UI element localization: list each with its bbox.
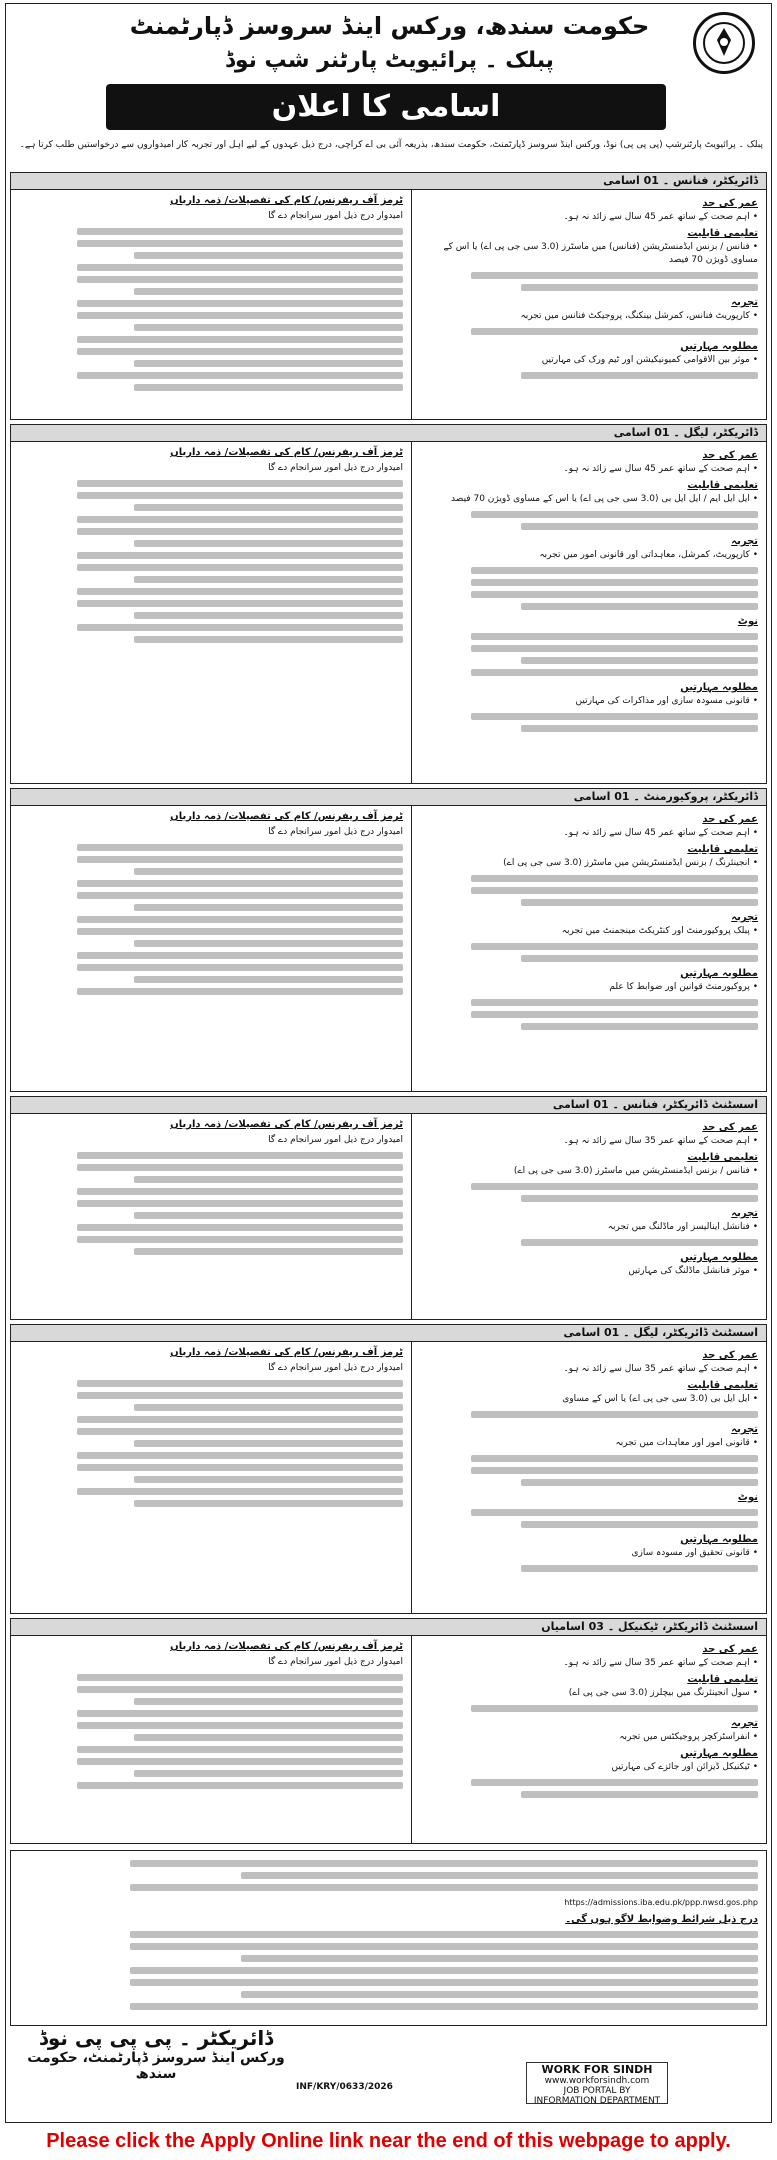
age-label: عمر کی حد — [702, 450, 758, 461]
skills-label: مطلوبہ مہارتیں — [680, 1252, 758, 1263]
requirements-column — [411, 1114, 766, 1319]
note-label: نوٹ — [737, 1492, 758, 1503]
apply-online-notice: Please click the Apply Online link near the end of this webpage to apply. — [46, 2130, 731, 2152]
tor-column — [11, 442, 411, 783]
signature-block — [16, 2026, 296, 2082]
tor-column — [11, 806, 411, 1091]
requirements-column — [411, 1342, 766, 1613]
requirements-column — [411, 190, 766, 419]
education-text: • فنانس / بزنس ایڈمنسٹریشن (فنانس) میں ماسٹرز (3.0 سی جی پی اے) یا اس کے مساوی ڈویژن 70 فیصد — [420, 241, 758, 267]
tor-text: امیدوار درج ذیل امور سرانجام دے گا — [268, 1363, 403, 1373]
wfs-title: WORK FOR SINDH — [541, 2063, 653, 2076]
section-director-procurement — [10, 788, 767, 1092]
education-label: تعلیمی قابلیت — [687, 1674, 758, 1685]
header — [6, 4, 773, 169]
experience-text: • قانونی امور اور معاہدات میں تجربہ — [420, 1437, 758, 1450]
section-title: ڈائریکٹر، پروکیورمنٹ ۔ 01 اسامی — [11, 789, 766, 806]
tor-label: ٹرمز آف ریفرنس/ کام کی تفصیلات/ ذمہ داریاں — [170, 195, 403, 206]
terms-and-conditions — [10, 1850, 767, 2026]
section-title: اسسٹنٹ ڈائریکٹر، ٹیکنیکل ۔ 03 اسامیاں — [11, 1619, 766, 1636]
experience-text: • فنانشل اینالیسز اور ماڈلنگ میں تجربہ — [420, 1221, 758, 1234]
work-for-sindh-logo — [526, 2062, 668, 2104]
skills-text: • ٹیکنیکل ڈیزائن اور جائزے کی مہارتیں — [420, 1761, 758, 1774]
wfs-line2: JOB PORTAL BY — [563, 2086, 631, 2096]
skills-text: • موثر فنانشل ماڈلنگ کی مہارتیں — [420, 1265, 758, 1278]
experience-label: تجربہ — [731, 297, 758, 308]
tor-text: امیدوار درج ذیل امور سرانجام دے گا — [268, 463, 403, 473]
wfs-line3: INFORMATION DEPARTMENT — [533, 2096, 661, 2106]
age-label: عمر کی حد — [702, 1350, 758, 1361]
experience-text: • کارپوریٹ، کمرشل، معاہداتی اور قانونی امور میں تجربہ — [420, 549, 758, 562]
education-label: تعلیمی قابلیت — [687, 480, 758, 491]
tor-label: ٹرمز آف ریفرنس/ کام کی تفصیلات/ ذمہ داریاں — [170, 811, 403, 822]
age-text: • اہم صحت کے ساتھ عمر 45 سال سے زائد نہ ہو۔ — [420, 211, 758, 224]
section-assistant-director-legal — [10, 1324, 767, 1614]
reference-number: INF/KRY/0633/2026 — [296, 2082, 393, 2092]
skills-text: • پروکیورمنٹ قوانین اور ضوابط کا علم — [420, 981, 758, 994]
education-label: تعلیمی قابلیت — [687, 844, 758, 855]
requirements-column — [411, 806, 766, 1091]
education-text: • ایل ایل بی (3.0 سی جی پی اے) یا اس کے مساوی — [420, 1393, 758, 1406]
intro-text: پبلک ۔ پرائیویٹ پارٹنرشپ (پی پی پی) نوڈ، ورکس اینڈ سروسز ڈپارٹمنٹ، حکومت سندھ، بذریعہ آئی بی اے کراچی، درج ذیل عہدوں کے لیے اہل اور تجربہ کار امیدواروں سے درخواستیں طلب کرتا ہے۔ — [19, 140, 763, 150]
skills-label: مطلوبہ مہارتیں — [680, 682, 758, 693]
skills-label: مطلوبہ مہارتیں — [680, 341, 758, 352]
skills-label: مطلوبہ مہارتیں — [680, 968, 758, 979]
experience-text: • انفراسٹرکچر پروجیکٹس میں تجربہ — [420, 1731, 758, 1744]
tor-column — [11, 1342, 411, 1613]
section-assistant-director-finance — [10, 1096, 767, 1320]
tor-text: امیدوار درج ذیل امور سرانجام دے گا — [268, 211, 403, 221]
apply-url[interactable]: https://admissions.iba.edu.pk/ppp.nwsd.gos.php — [564, 1898, 758, 1907]
tor-text: امیدوار درج ذیل امور سرانجام دے گا — [268, 1135, 403, 1145]
header-node: پبلک ۔ پرائیویٹ پارٹنر شپ نوڈ — [225, 48, 554, 73]
tor-column — [11, 1114, 411, 1319]
age-text: • اہم صحت کے ساتھ عمر 45 سال سے زائد نہ ہو۔ — [420, 463, 758, 476]
section-assistant-director-technical — [10, 1618, 767, 1844]
experience-label: تجربہ — [731, 1424, 758, 1435]
section-director-finance — [10, 172, 767, 420]
experience-label: تجربہ — [731, 1208, 758, 1219]
experience-text: • پبلک پروکیورمنٹ اور کنٹریکٹ مینجمنٹ میں تجربہ — [420, 925, 758, 938]
education-text: • انجینئرنگ / بزنس ایڈمنسٹریشن میں ماسٹرز (3.0 سی جی پی اے) — [420, 857, 758, 870]
wfs-url: www.workforsindh.com — [544, 2076, 650, 2086]
section-director-legal — [10, 424, 767, 784]
tor-column — [11, 190, 411, 419]
section-title: ڈائریکٹر، فنانس ۔ 01 اسامی — [11, 173, 766, 190]
age-label: عمر کی حد — [702, 1122, 758, 1133]
requirements-column — [411, 442, 766, 783]
header-banner: اسامی کا اعلان — [106, 84, 666, 130]
section-title: اسسٹنٹ ڈائریکٹر، فنانس ۔ 01 اسامی — [11, 1097, 766, 1114]
education-label: تعلیمی قابلیت — [687, 1152, 758, 1163]
education-label: تعلیمی قابلیت — [687, 1380, 758, 1391]
skills-text: • قانونی تحقیق اور مسودہ سازی — [420, 1547, 758, 1560]
age-text: • اہم صحت کے ساتھ عمر 35 سال سے زائد نہ ہو۔ — [420, 1135, 758, 1148]
age-text: • اہم صحت کے ساتھ عمر 35 سال سے زائد نہ ہو۔ — [420, 1363, 758, 1376]
skills-label: مطلوبہ مہارتیں — [680, 1534, 758, 1545]
tor-text: امیدوار درج ذیل امور سرانجام دے گا — [268, 827, 403, 837]
education-text: • ایل ایل ایم / ایل ایل بی (3.0 سی جی پی اے) یا اس کے مساوی ڈویژن 70 فیصد — [420, 493, 758, 506]
age-text: • اہم صحت کے ساتھ عمر 35 سال سے زائد نہ ہو۔ — [420, 1657, 758, 1670]
section-title: اسسٹنٹ ڈائریکٹر، لیگل ۔ 01 اسامی — [11, 1325, 766, 1342]
education-text: • سول انجینئرنگ میں بیچلرز (3.0 سی جی پی اے) — [420, 1687, 758, 1700]
requirements-column — [411, 1636, 766, 1843]
experience-label: تجربہ — [731, 1718, 758, 1729]
skills-label: مطلوبہ مہارتیں — [680, 1748, 758, 1759]
tor-text: امیدوار درج ذیل امور سرانجام دے گا — [268, 1657, 403, 1667]
tor-label: ٹرمز آف ریفرنس/ کام کی تفصیلات/ ذمہ داریاں — [170, 1347, 403, 1358]
skills-text: • قانونی مسودہ سازی اور مذاکرات کی مہارتیں — [420, 695, 758, 708]
tor-label: ٹرمز آف ریفرنس/ کام کی تفصیلات/ ذمہ داریاں — [170, 1641, 403, 1652]
tor-column — [11, 1636, 411, 1843]
terms-label: درج ذیل شرائط وضوابط لاگو ہوں گی۔ — [565, 1914, 758, 1925]
skills-text: • موثر بین الاقوامی کمیونیکیشن اور ٹیم ورک کی مہارتیں — [420, 354, 758, 367]
signatory-title: ڈائریکٹر ۔ پی پی پی نوڈ — [38, 2026, 274, 2050]
education-text: • فنانس / بزنس ایڈمنسٹریشن میں ماسٹرز (3.0 سی جی پی اے) — [420, 1165, 758, 1178]
age-label: عمر کی حد — [702, 1644, 758, 1655]
experience-text: • کارپوریٹ فنانس، کمرشل بینکنگ، پروجیکٹ فنانس میں تجربہ — [420, 310, 758, 323]
section-title: ڈائریکٹر، لیگل ۔ 01 اسامی — [11, 425, 766, 442]
advertisement-paper — [5, 3, 772, 2123]
header-department: حکومت سندھ، ورکس اینڈ سروسز ڈپارٹمنٹ — [129, 12, 650, 40]
tor-label: ٹرمز آف ریفرنس/ کام کی تفصیلات/ ذمہ داریاں — [170, 447, 403, 458]
experience-label: تجربہ — [731, 536, 758, 547]
age-text: • اہم صحت کے ساتھ عمر 45 سال سے زائد نہ ہو۔ — [420, 827, 758, 840]
experience-label: تجربہ — [731, 912, 758, 923]
education-label: تعلیمی قابلیت — [687, 228, 758, 239]
age-label: عمر کی حد — [702, 814, 758, 825]
tor-label: ٹرمز آف ریفرنس/ کام کی تفصیلات/ ذمہ داریاں — [170, 1119, 403, 1130]
note-label: نوٹ — [737, 616, 758, 627]
age-label: عمر کی حد — [702, 198, 758, 209]
signatory-department: ورکس اینڈ سروسز ڈپارٹمنٹ، حکومت سندھ — [27, 2050, 285, 2082]
